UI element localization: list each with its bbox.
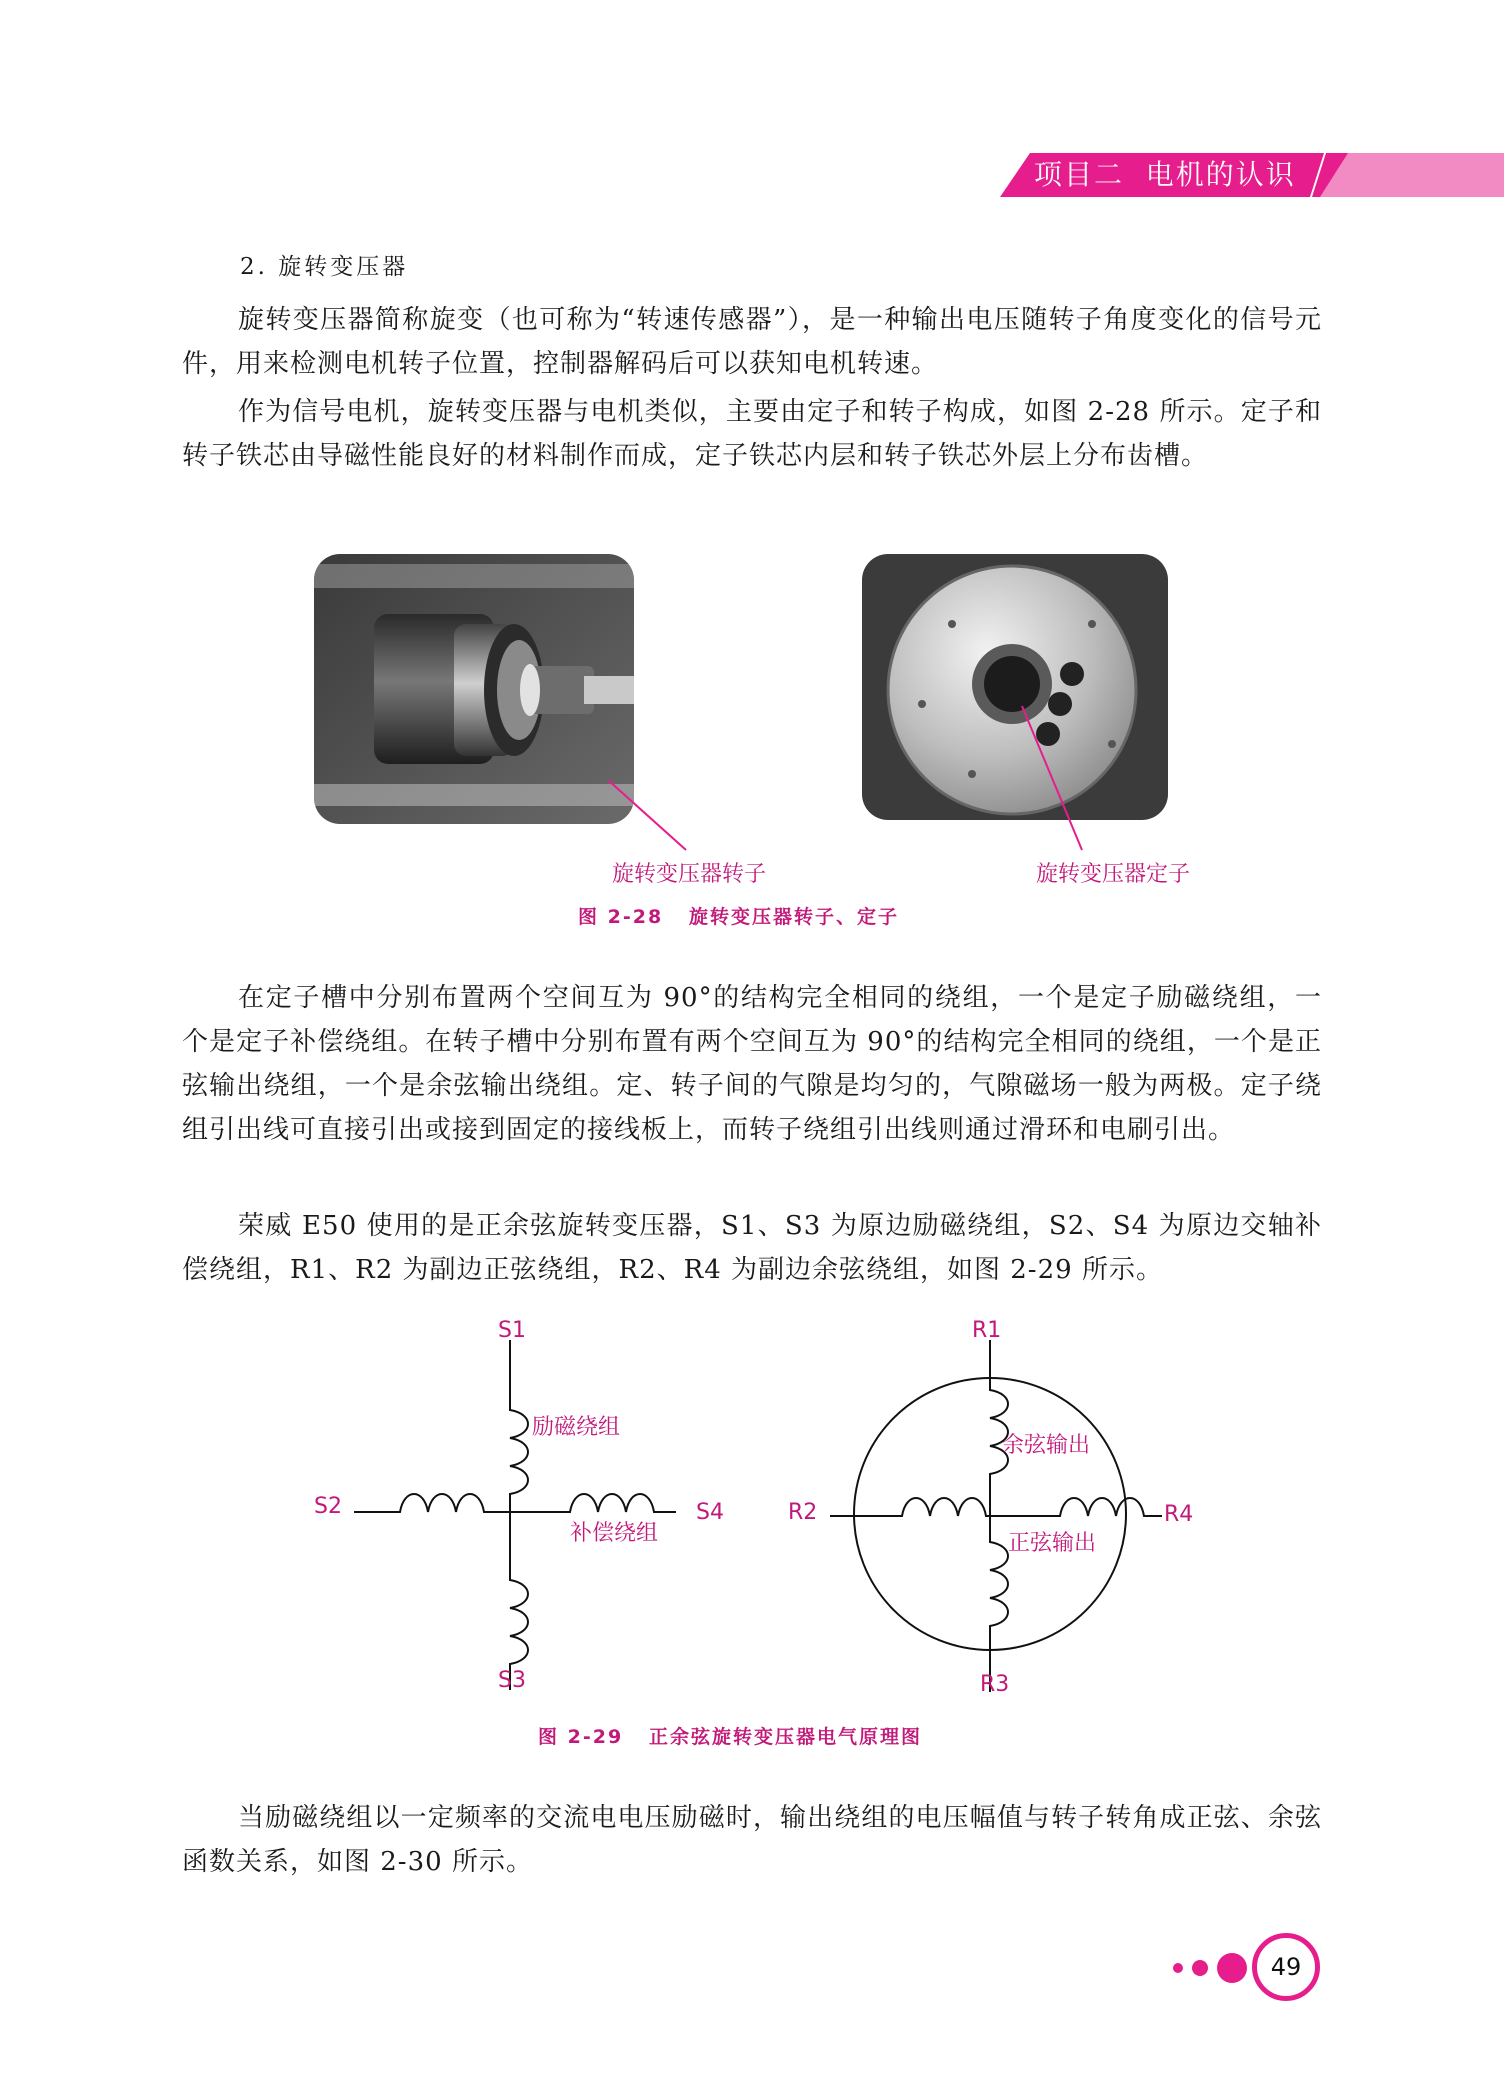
paragraph-2: 作为信号电机，旋转变压器与电机类似，主要由定子和转子构成，如图 2-28 所示。定子和转子铁芯由导磁性能良好的材料制作而成，定子铁芯内层和转子铁芯外层上分布齿槽。 <box>182 397 1322 471</box>
label-sine-output: 正弦输出 <box>1008 1531 1097 1556</box>
figure-2-29-diagram <box>290 1310 1210 1710</box>
label-r3: R3 <box>980 1672 1010 1697</box>
label-s1: S1 <box>498 1318 526 1343</box>
rotor-label: 旋转变压器转子 <box>612 862 767 887</box>
paragraph-3: 在定子槽中分别布置两个空间互为 90°的结构完全相同的绕组，一个是定子励磁绕组，一个是定子补偿绕组。在转子槽中分别布置有两个空间互为 90°的结构完全相同的绕组，一个是正弦输出绕组，一个是余弦输出绕组。定、转子间的气隙是均匀的，气隙磁场一般为两极。定子绕组引出线可直接引出或接到固定的接线板上，而转子绕组引出线则通过滑环和电刷引出。 <box>182 983 1322 1145</box>
label-s2: S2 <box>314 1494 342 1519</box>
page-number: 49 <box>1252 1933 1320 2001</box>
callout-lines <box>0 0 1504 900</box>
label-compensation-winding: 补偿绕组 <box>570 1521 659 1546</box>
label-s3: S3 <box>498 1668 526 1693</box>
paragraph-4: 荣威 E50 使用的是正余弦旋转变压器，S1、S3 为原边励磁绕组，S2、S4 为原边交轴补偿绕组，R1、R2 为副边正弦绕组，R2、R4 为副边余弦绕组，如图 2-29 所示。 <box>182 1211 1322 1285</box>
figure-2-28-caption: 图 2-28 旋转变压器转子、定子 <box>578 906 900 928</box>
stator-label: 旋转变压器定子 <box>1036 862 1191 887</box>
paragraph-1: 旋转变压器简称旋变（也可称为“转速传感器”），是一种输出电压随转子角度变化的信号元件，用来检测电机转子位置，控制器解码后可以获知电机转速。 <box>182 305 1322 379</box>
label-r2: R2 <box>788 1500 818 1525</box>
label-r4: R4 <box>1164 1502 1194 1527</box>
label-cosine-output: 余弦输出 <box>1002 1433 1091 1458</box>
header-title: 项目二 电机的认识 <box>1034 158 1296 191</box>
label-excitation-winding: 励磁绕组 <box>532 1415 621 1440</box>
label-r1: R1 <box>972 1318 1002 1343</box>
figure-2-29-caption: 图 2-29 正余弦旋转变压器电气原理图 <box>538 1726 923 1748</box>
page-dots-decoration <box>1168 1950 1258 1986</box>
label-s4: S4 <box>696 1500 724 1525</box>
paragraph-5: 当励磁绕组以一定频率的交流电电压励磁时，输出绕组的电压幅值与转子转角成正弦、余弦函数关系，如图 2-30 所示。 <box>182 1803 1322 1877</box>
section-title: 2. 旋转变压器 <box>240 254 409 280</box>
